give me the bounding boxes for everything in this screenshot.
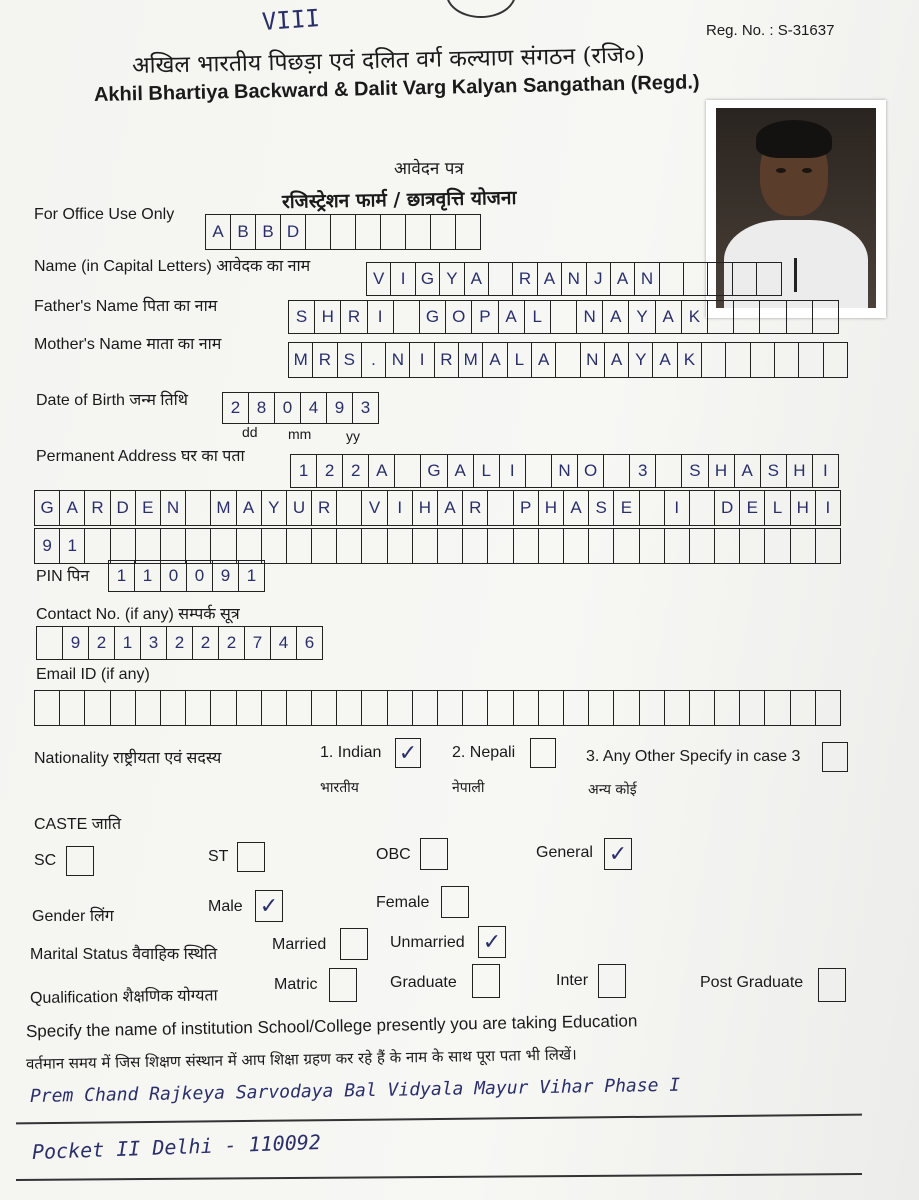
char-cell[interactable]: N [635, 263, 659, 295]
org-name-english: Akhil Bhartiya Backward & Dalit Varg Kalyan Sangathan (Regd.) [93, 71, 700, 106]
char-cell[interactable] [186, 691, 211, 725]
reg-no: Reg. No. : S-31637 [706, 22, 835, 39]
char-cell[interactable]: A [564, 491, 589, 525]
nationality-indian-hindi: भारतीय [320, 780, 359, 796]
char-cell[interactable]: R [341, 301, 367, 333]
char-cell[interactable] [85, 691, 110, 725]
nationality-indian-checkbox[interactable]: ✓ [395, 738, 421, 768]
char-cell[interactable]: 9 [327, 393, 353, 423]
gender-female-checkbox[interactable] [441, 886, 469, 918]
char-cell[interactable]: G [35, 491, 60, 525]
char-cell[interactable] [312, 691, 337, 725]
char-cell[interactable]: S [589, 491, 614, 525]
nationality-nepali-checkbox[interactable] [530, 738, 556, 768]
char-cell[interactable] [362, 691, 387, 725]
qualification-inter-label: Inter [556, 972, 589, 989]
institution-line-2: Pocket II Delhi - 110092 [31, 1129, 322, 1164]
char-cell[interactable]: O [578, 455, 604, 487]
stamp-circle [446, 0, 516, 18]
father-name-grid [288, 300, 839, 334]
char-cell[interactable] [186, 529, 211, 563]
char-cell[interactable] [640, 529, 665, 563]
char-cell[interactable]: R [313, 343, 337, 377]
char-cell[interactable]: 3 [630, 455, 656, 487]
char-cell[interactable]: Y [629, 343, 653, 377]
char-cell[interactable]: 2 [317, 455, 343, 487]
char-cell[interactable]: A [605, 343, 629, 377]
char-cell[interactable] [237, 691, 262, 725]
char-cell[interactable] [733, 263, 757, 295]
institution-label-english: Specify the name of institution School/College presently you are taking Education [25, 1011, 638, 1041]
char-cell[interactable]: A [611, 263, 635, 295]
char-cell[interactable] [751, 343, 775, 377]
name-grid [366, 262, 782, 296]
char-cell[interactable] [665, 529, 690, 563]
char-cell[interactable]: 2 [343, 455, 369, 487]
address-label: Permanent Address घर का पता [36, 448, 245, 465]
char-cell[interactable]: N [577, 301, 603, 333]
char-cell[interactable] [362, 529, 387, 563]
char-cell[interactable]: R [312, 491, 337, 525]
char-cell[interactable] [262, 529, 287, 563]
corner-scribble: VIII [261, 4, 321, 36]
char-cell[interactable] [356, 215, 381, 249]
char-cell[interactable] [85, 529, 110, 563]
char-cell[interactable]: A [735, 455, 761, 487]
gender-female-label: Female [376, 894, 430, 911]
marital-married-label: Married [272, 936, 327, 953]
qualification-inter-checkbox[interactable] [598, 964, 626, 998]
char-cell[interactable] [136, 691, 161, 725]
char-cell[interactable] [551, 301, 577, 333]
char-cell[interactable] [690, 491, 715, 525]
char-cell[interactable]: 3 [353, 393, 379, 423]
char-cell[interactable]: Y [440, 263, 464, 295]
char-cell[interactable] [660, 263, 684, 295]
char-cell[interactable]: 1 [115, 627, 141, 659]
char-cell[interactable]: B [231, 215, 256, 249]
qualification-postgraduate-label: Post Graduate [700, 974, 804, 991]
char-cell[interactable]: D [281, 215, 306, 249]
char-cell[interactable] [564, 529, 589, 563]
pin-grid [108, 560, 265, 592]
char-cell[interactable]: 0 [187, 561, 213, 591]
char-cell[interactable]: L [508, 343, 532, 377]
char-cell[interactable]: B [256, 215, 281, 249]
gender-male-label: Male [208, 898, 243, 915]
char-cell[interactable] [262, 691, 287, 725]
char-cell[interactable]: R [85, 491, 110, 525]
char-cell[interactable]: U [287, 491, 312, 525]
qualification-postgraduate-checkbox[interactable] [818, 968, 846, 1002]
char-cell[interactable]: 0 [275, 393, 301, 423]
char-cell[interactable] [526, 455, 552, 487]
char-cell[interactable]: 9 [35, 529, 60, 563]
qualification-graduate-label: Graduate [390, 974, 457, 991]
char-cell[interactable]: A [448, 455, 474, 487]
dob-yy-caption: yy [346, 428, 360, 444]
char-cell[interactable]: Y [262, 491, 287, 525]
char-cell[interactable] [760, 301, 786, 333]
char-cell[interactable] [111, 529, 136, 563]
char-cell[interactable] [211, 691, 236, 725]
char-cell[interactable]: A [206, 215, 231, 249]
email-grid [34, 690, 841, 726]
qualification-matric-label: Matric [274, 976, 318, 993]
char-cell[interactable] [111, 691, 136, 725]
char-cell[interactable]: 7 [245, 627, 271, 659]
char-cell[interactable] [757, 263, 781, 295]
char-cell[interactable] [395, 455, 421, 487]
qualification-label: Qualification शैक्षणिक योग्यता [29, 987, 218, 1007]
dob-dd-caption: dd [242, 424, 258, 440]
char-cell[interactable] [161, 691, 186, 725]
char-cell[interactable] [413, 691, 438, 725]
contact-label: Contact No. (if any) सम्पर्क सूत्र [36, 606, 240, 623]
char-cell[interactable]: O [446, 301, 472, 333]
char-cell[interactable]: A [369, 455, 395, 487]
char-cell[interactable] [564, 691, 589, 725]
char-cell[interactable] [388, 529, 413, 563]
char-cell[interactable] [708, 263, 732, 295]
char-cell[interactable] [211, 529, 236, 563]
char-cell[interactable]: 6 [297, 627, 323, 659]
char-cell[interactable] [614, 691, 639, 725]
nationality-other-hindi: अन्य कोई [588, 782, 637, 798]
char-cell[interactable] [60, 691, 85, 725]
char-cell[interactable]: G [421, 455, 447, 487]
char-cell[interactable] [775, 343, 799, 377]
char-cell[interactable]: Y [629, 301, 655, 333]
char-cell[interactable] [640, 491, 665, 525]
char-cell[interactable] [287, 691, 312, 725]
marital-unmarried-checkbox[interactable]: ✓ [478, 926, 506, 958]
char-cell[interactable]: D [715, 491, 740, 525]
char-cell[interactable]: 9 [213, 561, 239, 591]
char-cell[interactable]: 1 [239, 561, 265, 591]
char-cell[interactable]: I [500, 455, 526, 487]
nationality-indian-label: 1. Indian [320, 744, 382, 761]
char-cell[interactable] [438, 529, 463, 563]
address-grid-row3 [34, 528, 841, 564]
char-cell[interactable]: V [367, 263, 391, 295]
char-cell[interactable] [539, 529, 564, 563]
char-cell[interactable]: I [391, 263, 415, 295]
char-cell[interactable]: P [472, 301, 498, 333]
char-cell[interactable] [589, 691, 614, 725]
qualification-graduate-checkbox[interactable] [472, 964, 500, 998]
char-cell[interactable] [740, 529, 765, 563]
char-cell[interactable] [816, 529, 841, 563]
char-cell[interactable]: S [338, 343, 362, 377]
char-cell[interactable]: 4 [271, 627, 297, 659]
char-cell[interactable]: V [362, 491, 387, 525]
char-cell[interactable] [734, 301, 760, 333]
char-cell[interactable]: G [420, 301, 446, 333]
father-name-label: Father's Name पिता का नाम [34, 298, 218, 315]
char-cell[interactable]: 2 [223, 393, 249, 423]
char-cell[interactable]: M [211, 491, 236, 525]
char-cell[interactable] [640, 691, 665, 725]
char-cell[interactable] [740, 691, 765, 725]
caste-sc-label: SC [34, 852, 57, 869]
char-cell[interactable]: N [562, 263, 586, 295]
char-cell[interactable] [824, 343, 848, 377]
char-cell[interactable]: K [678, 343, 702, 377]
char-cell[interactable] [306, 215, 331, 249]
char-cell[interactable]: M [459, 343, 483, 377]
gender-label: Gender लिंग [32, 908, 114, 925]
gender-male-checkbox[interactable]: ✓ [255, 890, 283, 922]
mother-name-label: Mother's Name माता का नाम [34, 336, 222, 353]
char-cell[interactable]: L [765, 491, 790, 525]
char-cell[interactable]: 9 [63, 627, 89, 659]
char-cell[interactable]: N [386, 343, 410, 377]
char-cell[interactable]: G [416, 263, 440, 295]
nationality-other-label: 3. Any Other Specify in case 3 [586, 748, 801, 765]
char-cell[interactable] [312, 529, 337, 563]
char-cell[interactable]: H [539, 491, 564, 525]
char-cell[interactable]: H [315, 301, 341, 333]
nationality-nepali-label: 2. Nepali [452, 744, 516, 761]
char-cell[interactable] [684, 263, 708, 295]
org-name-hindi: अखिल भारतीय पिछड़ा एवं दलित वर्ग कल्याण संगठन (रजि०) [131, 42, 646, 79]
char-cell[interactable]: A [483, 343, 507, 377]
char-cell[interactable]: A [237, 491, 262, 525]
char-cell[interactable] [715, 691, 740, 725]
caste-st-checkbox[interactable] [237, 842, 265, 872]
char-cell[interactable]: H [791, 491, 816, 525]
char-cell[interactable] [514, 691, 539, 725]
char-cell[interactable]: I [813, 455, 839, 487]
pin-label: PIN पिन [36, 568, 90, 585]
char-cell[interactable]: S [761, 455, 787, 487]
char-cell[interactable] [589, 529, 614, 563]
caste-obc-label: OBC [376, 846, 411, 863]
address-grid-row1 [290, 454, 839, 488]
char-cell[interactable]: A [538, 263, 562, 295]
nationality-other-checkbox[interactable] [822, 742, 848, 772]
char-cell[interactable]: E [614, 491, 639, 525]
char-cell[interactable]: 2 [89, 627, 115, 659]
char-cell[interactable]: L [474, 455, 500, 487]
char-cell[interactable] [702, 343, 726, 377]
char-cell[interactable] [438, 691, 463, 725]
caste-st-label: ST [208, 848, 229, 865]
char-cell[interactable] [614, 529, 639, 563]
caste-general-checkbox[interactable]: ✓ [604, 838, 632, 870]
char-cell[interactable]: N [581, 343, 605, 377]
char-cell[interactable]: H [787, 455, 813, 487]
address-grid-row2 [34, 490, 841, 526]
char-cell[interactable] [489, 263, 513, 295]
office-use-label: For Office Use Only [34, 206, 175, 223]
char-cell[interactable]: E [740, 491, 765, 525]
char-cell[interactable] [337, 491, 362, 525]
char-cell[interactable] [388, 691, 413, 725]
char-cell[interactable]: 8 [249, 393, 275, 423]
institution-label-hindi: वर्तमान समय में जिस शिक्षण संस्थान में आप शिक्षा ग्रहण कर रहे हैं के नाम के साथ पूरा पता भी लिखें। [25, 1045, 577, 1073]
char-cell[interactable] [431, 215, 456, 249]
char-cell[interactable]: A [60, 491, 85, 525]
char-cell[interactable]: R [435, 343, 459, 377]
char-cell[interactable] [456, 215, 481, 249]
char-cell[interactable]: I [388, 491, 413, 525]
char-cell[interactable] [813, 301, 839, 333]
char-cell[interactable]: A [653, 343, 677, 377]
char-cell[interactable] [237, 529, 262, 563]
char-cell[interactable]: S [289, 301, 315, 333]
char-cell[interactable]: A [438, 491, 463, 525]
nationality-nepali-hindi: नेपाली [452, 780, 485, 796]
char-cell[interactable] [665, 691, 690, 725]
char-cell[interactable]: 1 [60, 529, 85, 563]
caste-obc-checkbox[interactable] [420, 838, 448, 870]
char-cell[interactable] [816, 691, 841, 725]
char-cell[interactable] [708, 301, 734, 333]
char-cell[interactable]: K [682, 301, 708, 333]
marital-label: Marital Status वैवाहिक स्थिति [30, 946, 218, 963]
char-cell[interactable] [656, 455, 682, 487]
email-label: Email ID (if any) [36, 666, 150, 683]
char-cell[interactable]: A [532, 343, 556, 377]
char-cell[interactable]: N [161, 491, 186, 525]
char-cell[interactable]: 2 [219, 627, 245, 659]
institution-underline-2 [16, 1173, 862, 1180]
char-cell[interactable]: J [587, 263, 611, 295]
char-cell[interactable] [488, 691, 513, 725]
char-cell[interactable]: 1 [291, 455, 317, 487]
char-cell[interactable] [337, 691, 362, 725]
char-cell[interactable] [556, 343, 580, 377]
char-cell[interactable]: I [368, 301, 394, 333]
char-cell[interactable] [791, 691, 816, 725]
char-cell[interactable] [37, 627, 63, 659]
char-cell[interactable] [799, 343, 823, 377]
char-cell[interactable]: 0 [161, 561, 187, 591]
char-cell[interactable] [488, 491, 513, 525]
caste-sc-checkbox[interactable] [66, 846, 94, 876]
char-cell[interactable]: P [514, 491, 539, 525]
char-cell[interactable] [413, 529, 438, 563]
char-cell[interactable] [787, 301, 813, 333]
char-cell[interactable]: 1 [109, 561, 135, 591]
char-cell[interactable] [186, 491, 211, 525]
char-cell[interactable]: D [111, 491, 136, 525]
char-cell[interactable]: L [525, 301, 551, 333]
char-cell[interactable]: S [682, 455, 708, 487]
char-cell[interactable] [337, 529, 362, 563]
char-cell[interactable] [715, 529, 740, 563]
char-cell[interactable]: A [465, 263, 489, 295]
char-cell[interactable]: A [499, 301, 525, 333]
dob-grid [222, 392, 379, 424]
char-cell[interactable] [161, 529, 186, 563]
char-cell[interactable]: 4 [301, 393, 327, 423]
char-cell[interactable] [604, 455, 630, 487]
name-label: Name (in Capital Letters) आवेदक का नाम [34, 258, 311, 275]
char-cell[interactable] [488, 529, 513, 563]
marital-unmarried-label: Unmarried [390, 934, 465, 951]
char-cell[interactable]: H [413, 491, 438, 525]
char-cell[interactable]: I [816, 491, 841, 525]
char-cell[interactable] [35, 691, 60, 725]
char-cell[interactable]: E [136, 491, 161, 525]
dob-label: Date of Birth जन्म तिथि [36, 392, 188, 409]
char-cell[interactable] [791, 529, 816, 563]
char-cell[interactable]: 2 [193, 627, 219, 659]
form-title-scheme: रजिस्ट्रेशन फार्म / छात्रवृत्ति योजना [281, 186, 517, 213]
char-cell[interactable]: I [410, 343, 434, 377]
office-use-grid [205, 214, 481, 250]
char-cell[interactable] [136, 529, 161, 563]
marital-married-checkbox[interactable] [340, 928, 368, 960]
char-cell[interactable] [726, 343, 750, 377]
char-cell[interactable]: 3 [141, 627, 167, 659]
char-cell[interactable] [463, 691, 488, 725]
char-cell[interactable]: A [656, 301, 682, 333]
char-cell[interactable] [381, 215, 406, 249]
char-cell[interactable]: M [289, 343, 313, 377]
char-cell[interactable] [394, 301, 420, 333]
char-cell[interactable] [331, 215, 356, 249]
institution-line-1: Prem Chand Rajkeya Sarvodaya Bal Vidyala Mayur Vihar Phase I [29, 1074, 681, 1107]
nationality-label: Nationality राष्ट्रीयता एवं सदस्य [34, 750, 222, 767]
form-title-hindi: आवेदन पत्र [394, 159, 464, 179]
contact-grid [36, 626, 323, 660]
qualification-matric-checkbox[interactable] [329, 968, 357, 1002]
char-cell[interactable] [406, 215, 431, 249]
char-cell[interactable] [463, 529, 488, 563]
char-cell[interactable]: R [513, 263, 537, 295]
char-cell[interactable]: R [463, 491, 488, 525]
char-cell[interactable]: H [709, 455, 735, 487]
char-cell[interactable]: 2 [167, 627, 193, 659]
institution-underline-1 [16, 1114, 862, 1124]
char-cell[interactable]: A [603, 301, 629, 333]
mother-name-grid [288, 342, 848, 378]
char-cell[interactable] [765, 529, 790, 563]
char-cell[interactable]: I [665, 491, 690, 525]
char-cell[interactable]: . [362, 343, 386, 377]
dob-mm-caption: mm [288, 426, 312, 442]
caste-label: CASTE जाति [34, 816, 122, 833]
char-cell[interactable] [690, 529, 715, 563]
caste-general-label: General [536, 844, 593, 861]
char-cell[interactable] [765, 691, 790, 725]
char-cell[interactable]: 1 [135, 561, 161, 591]
char-cell[interactable] [539, 691, 564, 725]
char-cell[interactable] [690, 691, 715, 725]
char-cell[interactable] [287, 529, 312, 563]
char-cell[interactable]: N [552, 455, 578, 487]
char-cell[interactable] [514, 529, 539, 563]
